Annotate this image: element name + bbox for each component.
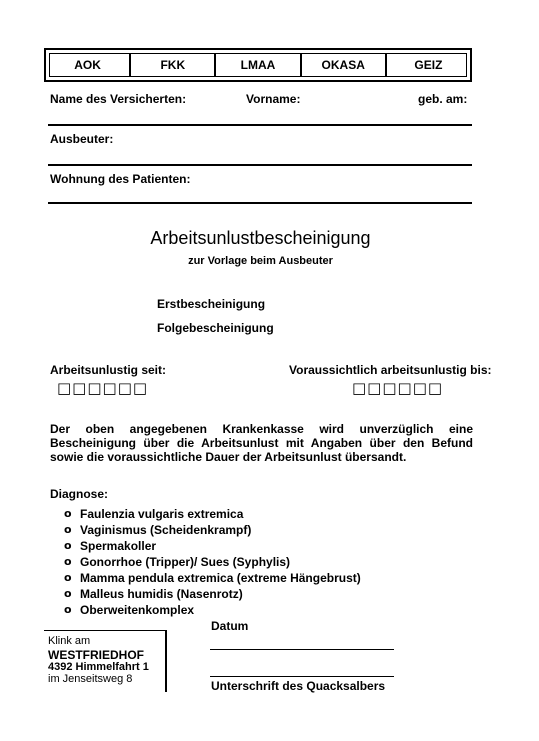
diagnosis-item: [64, 570, 361, 586]
notice-paragraph: Der oben angegebenen Krankenkasse wird unverzüglich eine Bescheinigung über die Arbeitsunlust mit Angaben über den Befund sowie die voraussichtliche Dauer der Arbeitsunlust übersandt.: [50, 422, 473, 464]
bullet-icon: o: [64, 539, 72, 552]
bullet-icon: o: [64, 571, 72, 584]
diagnosis-item-label: Gonorrhoe (Tripper)/ Sues (Syphylis): [80, 555, 291, 569]
diagnosis-item-label: Mamma pendula extremica (extreme Hängebrust): [80, 571, 361, 585]
since-label: Arbeitsunlustig seit:: [50, 363, 167, 377]
bullet-icon: o: [64, 507, 72, 520]
name-label: Name des Versicherten:: [50, 92, 187, 106]
diagnosis-item-label: Oberweitenkomplex: [80, 603, 195, 617]
until-label: Voraussichtlich arbeitsunlustig bis:: [289, 363, 492, 377]
signature-label: Unterschrift des Quacksalbers: [211, 679, 386, 693]
diagnosis-item-label: Vaginismus (Scheidenkrampf): [80, 523, 252, 537]
birthdate-label: geb. am:: [418, 92, 468, 106]
diagnosis-item-label: Malleus humidis (Nasenrotz): [80, 587, 243, 601]
ausbeuter-label: Ausbeuter:: [50, 132, 114, 146]
ausbeuter-line: [48, 164, 472, 166]
bullet-icon: o: [64, 603, 72, 616]
diagnosis-item: [64, 554, 361, 570]
insurer-row: [44, 48, 472, 82]
bullet-icon: o: [64, 523, 72, 536]
since-date-boxes[interactable]: □□□□□□: [57, 379, 149, 397]
clinic-name: WESTFRIEDHOF: [48, 648, 144, 662]
until-date-boxes[interactable]: □□□□□□: [352, 379, 444, 397]
name-line: [48, 124, 472, 126]
diagnosis-item: [64, 538, 361, 554]
wohnung-label: Wohnung des Patienten:: [50, 172, 191, 186]
bullet-icon: o: [64, 555, 72, 568]
vorname-label: Vorname:: [246, 92, 301, 106]
diagnosis-item-label: Spermakoller: [80, 539, 157, 553]
page-title: Arbeitsunlustbescheinigung: [150, 228, 371, 248]
clinic-street: im Jenseitsweg 8: [48, 673, 133, 685]
insurer-fkk: FKK: [131, 53, 216, 77]
date-line[interactable]: [210, 649, 394, 650]
diagnosis-label: Diagnose:: [50, 487, 109, 501]
clinic-address: 4392 Himmelfahrt 1: [48, 661, 149, 673]
insurer-aok: AOK: [46, 53, 131, 77]
clinic-line1: Klink am: [48, 635, 91, 647]
folgebescheinigung-label: Folgebescheinigung: [157, 321, 274, 335]
insurer-geiz: GEIZ: [414, 58, 443, 72]
signature-line[interactable]: [210, 676, 394, 677]
bullet-icon: o: [64, 587, 72, 600]
erstbescheinigung-label: Erstbescheinigung: [157, 297, 266, 311]
insurer-okasa: OKASA: [302, 53, 387, 77]
diagnosis-item: [64, 522, 361, 538]
diagnosis-item: [64, 586, 361, 602]
diagnosis-item-label: Faulenzia vulgaris extremica: [80, 507, 244, 521]
date-label: Datum: [211, 619, 249, 633]
diagnosis-item: [64, 602, 361, 618]
diagnosis-list: [64, 506, 361, 618]
page-subtitle: zur Vorlage beim Ausbeuter: [188, 255, 333, 267]
wohnung-line: [48, 202, 472, 204]
diagnosis-item: [64, 506, 361, 522]
insurer-lmaa: LMAA: [216, 53, 301, 77]
